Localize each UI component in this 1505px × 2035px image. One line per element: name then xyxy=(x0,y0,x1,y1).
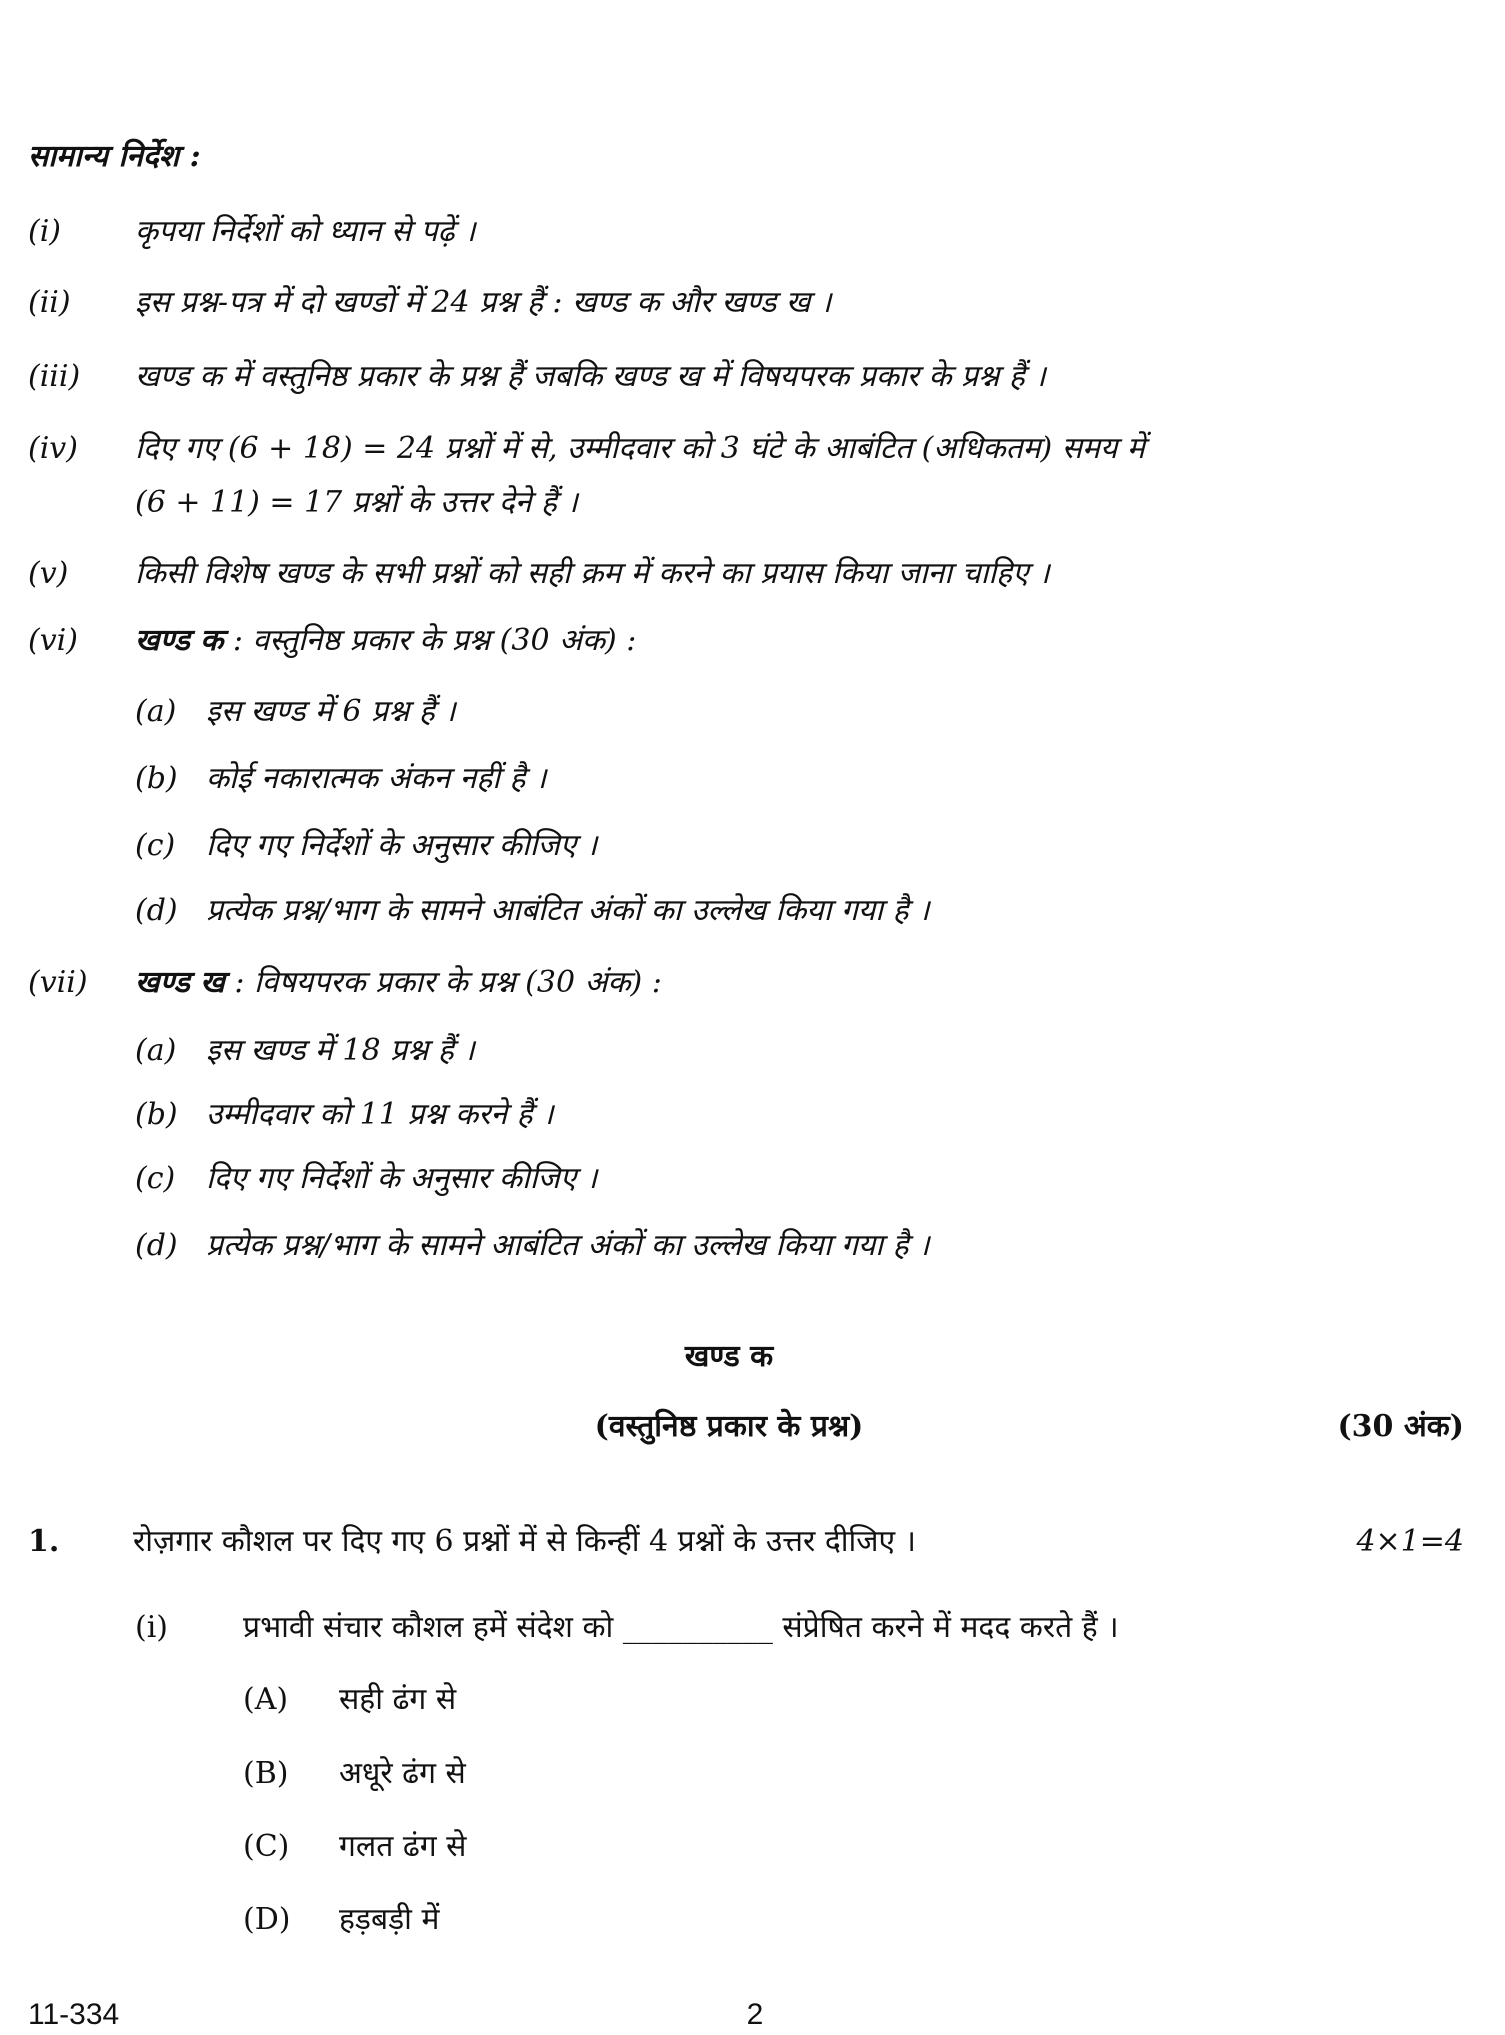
question-number: 1. xyxy=(28,1524,60,1559)
instruction-text: इस प्रश्न-पत्र में दो खण्डों में 24 प्रश्न हैं : खण्ड क और खण्ड ख । xyxy=(135,285,832,320)
option-text: अधूरे ढंग से xyxy=(339,1756,466,1791)
section-name: खण्ड ख xyxy=(135,965,225,1000)
instruction-text: कृपया निर्देशों को ध्यान से पढ़ें । xyxy=(135,214,476,249)
sub-label: (b) xyxy=(135,1097,178,1132)
paper-code: 11-334 xyxy=(28,1998,120,2031)
sub-text: दिए गए निर्देशों के अनुसार कीजिए । xyxy=(206,1161,598,1196)
sub-text: प्रत्येक प्रश्न/भाग के सामने आबंटित अंकों का उल्लेख किया गया है । xyxy=(206,1228,930,1263)
instruction-text-continued: (6 + 11) = 17 प्रश्नों के उत्तर देने हैं । xyxy=(135,485,578,520)
option-text: सही ढंग से xyxy=(339,1682,457,1717)
sub-text: इस खण्ड में 6 प्रश्न हैं । xyxy=(206,694,456,729)
option-label: (A) xyxy=(243,1682,289,1717)
question-text: रोज़गार कौशल पर दिए गए 6 प्रश्नों में से किन्हीं 4 प्रश्नों के उत्तर दीजिए । xyxy=(133,1524,917,1559)
section-subtitle: (वस्तुनिष्ठ प्रकार के प्रश्न) xyxy=(594,1409,864,1444)
page-number: 2 xyxy=(746,1998,764,2031)
option-text: हड़बड़ी में xyxy=(339,1902,440,1937)
text-after-blank: संप्रेषित करने में मदद करते हैं । xyxy=(782,1610,1119,1645)
sub-text: दिए गए निर्देशों के अनुसार कीजिए । xyxy=(206,828,598,863)
sub-text: उम्मीदवार को 11 प्रश्न करने हैं । xyxy=(206,1097,554,1132)
sub-label: (a) xyxy=(135,694,177,729)
option-label: (C) xyxy=(243,1829,290,1864)
instruction-body: : वस्तुनिष्ठ प्रकार के प्रश्न (30 अंक) : xyxy=(232,623,637,658)
instruction-label: (v) xyxy=(28,556,69,591)
sub-text: इस खण्ड में 18 प्रश्न हैं । xyxy=(206,1033,475,1068)
sub-text: प्रत्येक प्रश्न/भाग के सामने आबंटित अंकों का उल्लेख किया गया है । xyxy=(206,893,930,928)
instruction-text xyxy=(135,963,662,1003)
sub-label: (b) xyxy=(135,761,178,796)
instruction-text: खण्ड क में वस्तुनिष्ठ प्रकार के प्रश्न हैं जबकि खण्ड ख में विषयपरक प्रकार के प्रश्न हैं । xyxy=(135,359,1046,394)
option-label: (D) xyxy=(243,1902,291,1937)
section-name: खण्ड क xyxy=(135,623,224,658)
option-text: गलत ढंग से xyxy=(339,1829,467,1864)
instruction-label: (i) xyxy=(28,214,62,249)
instruction-label: (vi) xyxy=(28,623,78,658)
instruction-label: (ii) xyxy=(28,285,71,320)
instruction-text: किसी विशेष खण्ड के सभी प्रश्नों को सही क्रम में करने का प्रयास किया जाना चाहिए । xyxy=(135,556,1050,591)
subquestion-text xyxy=(243,1608,1119,1648)
sub-label: (c) xyxy=(135,828,176,863)
sub-label: (a) xyxy=(135,1033,177,1068)
option-label: (B) xyxy=(243,1756,289,1791)
sub-label: (d) xyxy=(135,893,178,928)
instruction-label: (vii) xyxy=(28,965,88,1000)
instruction-text xyxy=(135,621,636,661)
sub-label: (c) xyxy=(135,1161,176,1196)
text-before-blank: प्रभावी संचार कौशल हमें संदेश को xyxy=(243,1610,614,1645)
instruction-label: (iii) xyxy=(28,359,81,394)
sub-label: (d) xyxy=(135,1228,178,1263)
instruction-label: (iv) xyxy=(28,431,78,466)
instruction-text: दिए गए (6 + 18) = 24 प्रश्नों में से, उम्मीदवार को 3 घंटे के आबंटित (अधिकतम) समय में xyxy=(135,431,1145,466)
answer-blank: __________ xyxy=(622,1610,773,1645)
question-marks: 4×1=4 xyxy=(1356,1524,1464,1559)
instructions-heading: सामान्य निर्देश : xyxy=(28,139,201,174)
section-marks: (30 अंक) xyxy=(1337,1409,1464,1444)
instruction-body: : विषयपरक प्रकार के प्रश्न (30 अंक) : xyxy=(234,965,662,1000)
section-title: खण्ड क xyxy=(684,1339,774,1374)
sub-text: कोई नकारात्मक अंकन नहीं है । xyxy=(206,761,547,796)
subquestion-label: (i) xyxy=(135,1610,169,1645)
